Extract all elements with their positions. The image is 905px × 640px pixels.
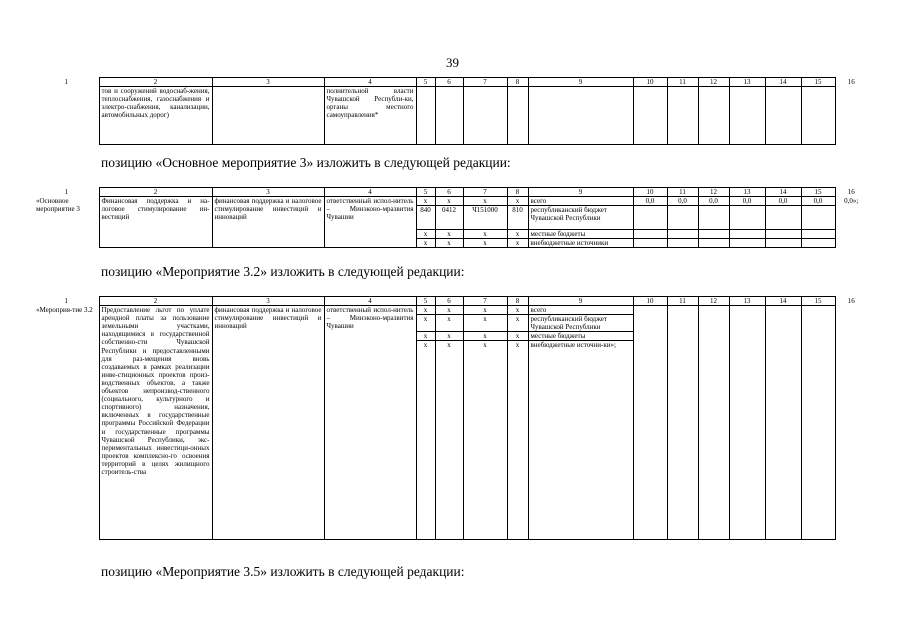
col1-text: «Основное мероприятие 3 — [36, 196, 80, 213]
column-number: 8 — [507, 188, 528, 197]
cell: республиканский бюджет Чувашской Республики — [528, 315, 633, 332]
column-number: 9 — [528, 78, 633, 87]
cell: x — [416, 230, 435, 239]
table-row — [34, 197, 867, 206]
column-number: 16 — [847, 77, 855, 86]
column-number: 2 — [99, 78, 212, 87]
cell: 0,0»; — [844, 196, 859, 205]
cell: 0,0 — [667, 197, 698, 206]
column-number: 9 — [528, 297, 633, 306]
cell: x — [416, 341, 435, 540]
column-number: 8 — [507, 297, 528, 306]
section-heading: позицию «Основное мероприятие 3» изложить в следующей редакции: — [101, 155, 511, 170]
column-number: 16 — [847, 296, 855, 305]
column-number: 15 — [801, 297, 835, 306]
section-heading: позицию «Мероприятие 3.2» изложить в следующей редакции: — [101, 264, 465, 279]
cell: x — [507, 306, 528, 315]
column-number: 12 — [698, 297, 729, 306]
cell: x — [463, 306, 507, 315]
cell: местные бюджеты — [528, 332, 633, 341]
cell: 0,0 — [765, 197, 801, 206]
column-number: 10 — [633, 188, 667, 197]
column-number: 13 — [729, 297, 765, 306]
table-row — [34, 306, 867, 315]
column-number: 6 — [435, 297, 463, 306]
cell: x — [435, 197, 463, 206]
table-event-3-2 — [34, 296, 867, 540]
column-number: 14 — [765, 78, 801, 87]
cell: 810 — [507, 206, 528, 230]
column-number: 1 — [64, 77, 68, 86]
column-number: 16 — [847, 187, 855, 196]
column-number: 1 — [64, 296, 68, 305]
column-number: 5 — [416, 78, 435, 87]
col3-text: финансовая поддержка и налоговое стимулирование инвестиций и инноваций — [212, 306, 324, 540]
cell: 0,0 — [633, 197, 667, 206]
column-number: 4 — [324, 188, 416, 197]
cell: x — [463, 332, 507, 341]
column-number: 9 — [528, 188, 633, 197]
column-number: 11 — [667, 78, 698, 87]
column-number: 5 — [416, 297, 435, 306]
column-number: 3 — [212, 78, 324, 87]
cell: x — [507, 197, 528, 206]
column-number: 2 — [99, 188, 212, 197]
header-row — [34, 78, 867, 87]
cell: x — [416, 332, 435, 341]
col3-text: финансовая поддержка и налоговое стимулирование инвестиций и инноваций — [212, 197, 324, 248]
column-number: 7 — [463, 188, 507, 197]
cell: x — [435, 239, 463, 248]
col2-text: тов и сооружений водоснаб-жения, теплоснабжения, газоснабжения и электро-снабжения, канализации, автомобильных дорог) — [99, 87, 212, 145]
cell: внебюджетные источни-ки»; — [528, 341, 633, 540]
col4-text: ответственный испол-нитель – Минэконо-мразвития Чувашии — [324, 197, 416, 248]
cell: Ч151000 — [463, 206, 507, 230]
header-row — [34, 188, 867, 197]
column-number: 8 — [507, 78, 528, 87]
column-number: 14 — [765, 297, 801, 306]
column-number: 6 — [435, 78, 463, 87]
column-number: 3 — [212, 188, 324, 197]
cell: x — [463, 315, 507, 332]
column-number: 11 — [667, 188, 698, 197]
col4-text: полнительной власти Чувашской Республи-ки, органы местного самоуправления* — [324, 87, 416, 145]
cell: местные бюджеты — [528, 230, 633, 239]
header-row — [34, 297, 867, 306]
page-number: 39 — [446, 55, 459, 70]
column-number: 2 — [99, 297, 212, 306]
cell: x — [416, 197, 435, 206]
table-row — [34, 87, 867, 145]
column-number: 4 — [324, 297, 416, 306]
column-number: 12 — [698, 78, 729, 87]
column-number: 13 — [729, 78, 765, 87]
cell: x — [416, 315, 435, 332]
cell: 840 — [416, 206, 435, 230]
cell: x — [435, 315, 463, 332]
column-number: 6 — [435, 188, 463, 197]
table-main-event-3 — [34, 187, 867, 248]
cell: республиканский бюджет Чувашской Республики — [528, 206, 633, 230]
cell: x — [507, 239, 528, 248]
cell: x — [507, 315, 528, 332]
column-number: 10 — [633, 78, 667, 87]
column-number: 4 — [324, 78, 416, 87]
cell: x — [507, 341, 528, 540]
cell: x — [435, 230, 463, 239]
col2-text: Финансовая поддержка и на-логовое стимулирование ин-вестиций — [99, 197, 212, 248]
cell: 0,0 — [801, 197, 835, 206]
cell: 0,0 — [729, 197, 765, 206]
cell: x — [463, 239, 507, 248]
column-number: 7 — [463, 78, 507, 87]
cell: x — [507, 332, 528, 341]
cell: 0,0 — [698, 197, 729, 206]
column-number: 10 — [633, 297, 667, 306]
cell: x — [507, 230, 528, 239]
column-number: 1 — [64, 187, 68, 196]
cell: всего — [528, 306, 633, 315]
column-number: 15 — [801, 188, 835, 197]
column-number: 7 — [463, 297, 507, 306]
cell: x — [463, 341, 507, 540]
cell: внебюджетные источники — [528, 239, 633, 248]
cell: 0412 — [435, 206, 463, 230]
column-number: 14 — [765, 188, 801, 197]
cell: x — [416, 306, 435, 315]
cell: x — [463, 197, 507, 206]
col4-text: ответственный испол-нитель – Минэконо-мразвития Чувашии — [324, 306, 416, 540]
cell: x — [435, 341, 463, 540]
column-number: 13 — [729, 188, 765, 197]
table-continuation — [34, 77, 867, 145]
col1-text: «Мероприя-тие 3.2 — [36, 305, 93, 314]
cell: всего — [528, 197, 633, 206]
column-number: 12 — [698, 188, 729, 197]
column-number: 11 — [667, 297, 698, 306]
section-heading: позицию «Мероприятие 3.5» изложить в следующей редакции: — [101, 564, 465, 579]
column-number: 3 — [212, 297, 324, 306]
cell: x — [435, 306, 463, 315]
cell: x — [435, 332, 463, 341]
column-number: 15 — [801, 78, 835, 87]
cell: x — [463, 230, 507, 239]
col2-text: Предоставление льгот по уплате арендной платы за пользование земельными участками, находящимися в государственной собственно-сти Чувашской Республики и предоставленными для раз-мещения вновь создаваемых в рамках реализации инве-стиционных проектов произ-водственных объектов, а также объектов непроизвод-ственного (социального, культурного и спортивного) назначения, включенных в государственные программы Российской Федерации и государственные программы Чувашской Республики, экс-периментальных инвестици-онных проектов комплексно-го освоения территорий в целях жилищного строитель-ства — [99, 306, 212, 540]
column-number: 5 — [416, 188, 435, 197]
cell: x — [416, 239, 435, 248]
